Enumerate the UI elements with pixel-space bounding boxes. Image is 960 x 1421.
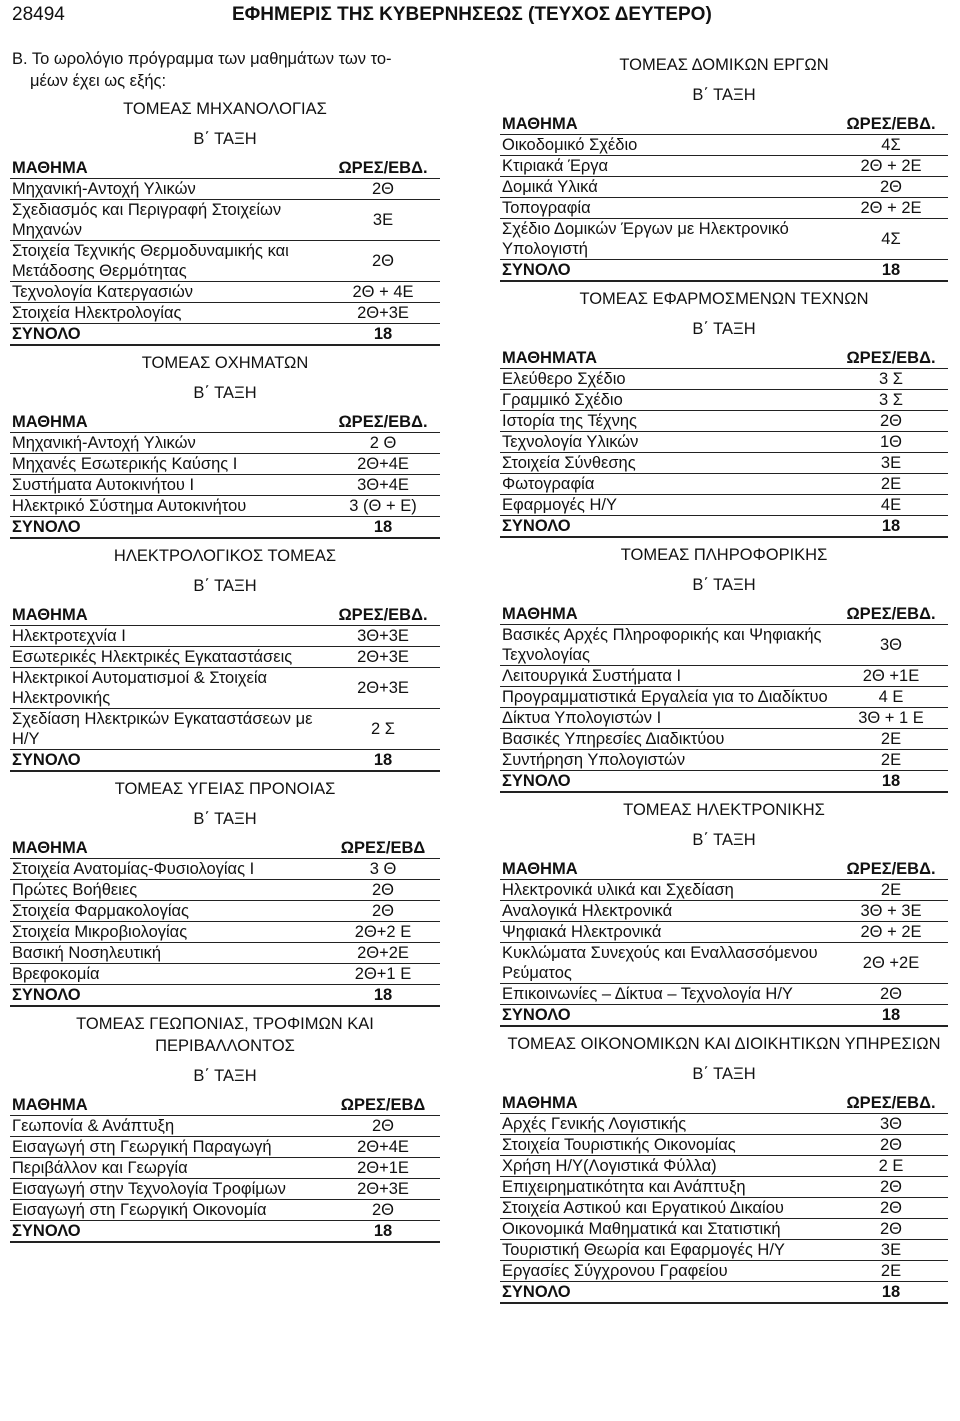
total-value: 18 [834,1005,948,1027]
subject-cell: Στοιχεία Μικροβιολογίας [10,922,326,943]
intro-line-2: μέων έχει ως εξής: [30,72,167,90]
hours-cell: 2Θ [326,1116,440,1137]
subject-cell: Τουριστική Θεωρία και Εφαρμογές Η/Υ [500,1240,834,1261]
table-row [500,177,948,198]
table-row [500,390,948,411]
hours-cell: 2Θ +2Ε [834,943,948,984]
table-row [10,496,440,517]
hours-cell: 1Θ [834,432,948,453]
column-header-hours: ΩΡΕΣ/ΕΒΔ. [326,603,440,626]
column-header-hours: ΩΡΕΣ/ΕΒΔ. [834,1091,948,1114]
column-header-hours: ΩΡΕΣ/ΕΒΔ. [834,112,948,135]
hours-cell: 3Θ + 1 Ε [834,708,948,729]
hours-cell: 2Θ [834,1198,948,1219]
total-label: ΣΥΝΟΛΟ [500,1005,834,1027]
table-row [500,453,948,474]
hours-cell: 2Θ [326,179,440,200]
column-header-subject: ΜΑΘΗΜΑ [10,836,326,859]
hours-cell: 2Θ [326,880,440,901]
hours-cell: 2Θ + 2Ε [834,922,948,943]
sector-class-label: Β΄ ΤΑΞΗ [692,831,756,849]
hours-cell: 3Ε [834,1240,948,1261]
hours-cell: 2Θ+1Ε [326,1158,440,1179]
subject-cell: Λειτουργικά Συστήματα Ι [500,666,834,687]
subject-cell: Σχέδιο Δομικών Έργων με Ηλεκτρονικό Υπολογιστή [500,219,834,260]
hours-cell: 3 Σ [834,369,948,390]
hours-cell: 2Θ +1Ε [834,666,948,687]
table-row [10,433,440,454]
table-row [10,303,440,324]
total-value: 18 [834,771,948,793]
table-row [10,475,440,496]
table-row [10,200,440,241]
subject-cell: Μηχανική-Αντοχή Υλικών [10,433,326,454]
total-value: 18 [326,517,440,539]
table-row [500,474,948,495]
hours-cell: 2Ε [834,729,948,750]
hours-cell: 4 Ε [834,687,948,708]
hours-cell: 2Θ+3Ε [326,647,440,668]
subject-cell: Προγραμματιστικά Εργαλεία για το Διαδίκτυο [500,687,834,708]
hours-table [500,346,948,538]
hours-table [10,836,440,1007]
table-row [500,750,948,771]
table-row [10,454,440,475]
hours-cell: 2Θ [834,1135,948,1156]
hours-table [500,1091,948,1304]
hours-cell: 2Θ [834,984,948,1005]
hours-cell: 2Θ [834,1219,948,1240]
column-header-subject: ΜΑΘΗΜΑ [10,603,326,626]
hours-cell: 2 Σ [326,709,440,750]
sector-block [500,288,948,538]
total-value: 18 [326,750,440,772]
subject-cell: Ψηφιακά Ηλεκτρονικά [500,922,834,943]
hours-cell: 2Ε [834,750,948,771]
column-header-subject: ΜΑΘΗΜΑ [500,857,834,880]
hours-cell: 2Ε [834,880,948,901]
subject-cell: Γραμμικό Σχέδιο [500,390,834,411]
total-row [500,771,948,793]
sector-class-label: Β΄ ΤΑΞΗ [193,130,257,148]
sector-title: ΤΟΜΕΑΣ ΟΧΗΜΑΤΩΝ [141,354,309,372]
subject-cell: Γεωπονία & Ανάπτυξη [10,1116,326,1137]
subject-cell: Εργασίες Σύγχρονου Γραφείου [500,1261,834,1282]
column-header-hours: ΩΡΕΣ/ΕΒΔ. [834,346,948,369]
sector-title: ΤΟΜΕΑΣ ΓΕΩΠΟΝΙΑΣ, ΤΡΟΦΙΜΩΝ ΚΑΙ ΠΕΡΙΒΑΛΛΟΝΤΟΣ [76,1015,374,1055]
subject-cell: Στοιχεία Σύνθεσης [500,453,834,474]
hours-cell: 3 Σ [834,390,948,411]
subject-cell: Τεχνολογία Υλικών [500,432,834,453]
sector-title: ΤΟΜΕΑΣ ΕΦΑΡΜΟΣΜΕΝΩΝ ΤΕΧΝΩΝ [579,290,869,308]
hours-table [10,156,440,346]
subject-cell: Μηχανική-Αντοχή Υλικών [10,179,326,200]
sector-block [500,54,948,282]
hours-cell: 2Θ+2Ε [326,943,440,964]
hours-table [10,410,440,539]
intro-line-1: Β. Το ωρολόγιο πρόγραμμα των μαθημάτων των το- [12,50,392,68]
total-label: ΣΥΝΟΛΟ [10,985,326,1007]
subject-cell: Μηχανές Εσωτερικής Καύσης Ι [10,454,326,475]
table-header-row [10,836,440,859]
hours-table [500,602,948,793]
table-row [10,1200,440,1221]
table-row [10,880,440,901]
subject-cell: Φωτογραφία [500,474,834,495]
subject-cell: Δομικά Υλικά [500,177,834,198]
hours-cell: 2Θ + 2Ε [834,198,948,219]
table-row [10,179,440,200]
total-value: 18 [834,1282,948,1304]
subject-cell: Βασική Νοσηλευτική [10,943,326,964]
table-row [500,1198,948,1219]
total-label: ΣΥΝΟΛΟ [10,324,326,346]
table-row [10,709,440,750]
table-row [500,901,948,922]
subject-cell: Στοιχεία Τεχνικής Θερμοδυναμικής και Μετάδοσης Θερμότητας [10,241,326,282]
sector-title: ΤΟΜΕΑΣ ΟΙΚΟΝΟΜΙΚΩΝ ΚΑΙ ΔΙΟΙΚΗΤΙΚΩΝ ΥΠΗΡΕΣΙΩΝ [507,1035,941,1053]
total-value: 18 [326,324,440,346]
sector-title: ΗΛΕΚΤΡΟΛΟΓΙΚΟΣ ΤΟΜΕΑΣ [113,547,337,565]
subject-cell: Βρεφοκομία [10,964,326,985]
column-header-hours: ΩΡΕΣ/ΕΒΔ. [834,602,948,625]
subject-cell: Συστήματα Αυτοκινήτου Ι [10,475,326,496]
total-value: 18 [326,985,440,1007]
sector-title: ΤΟΜΕΑΣ ΠΛΗΡΟΦΟΡΙΚΗΣ [620,546,828,564]
table-row [500,135,948,156]
column-header-subject: ΜΑΘΗΜΑ [10,156,326,179]
table-row [10,626,440,647]
table-header-row [10,156,440,179]
subject-cell: Στοιχεία Τουριστικής Οικονομίας [500,1135,834,1156]
subject-cell: Οικοδομικό Σχέδιο [500,135,834,156]
subject-cell: Εισαγωγή στην Τεχνολογία Τροφίμων [10,1179,326,1200]
subject-cell: Τεχνολογία Κατεργασιών [10,282,326,303]
table-row [500,369,948,390]
subject-cell: Βασικές Υπηρεσίες Διαδικτύου [500,729,834,750]
table-row [500,198,948,219]
total-value: 18 [326,1221,440,1243]
hours-cell: 2Θ+2 Ε [326,922,440,943]
subject-cell: Κτιριακά Έργα [500,156,834,177]
total-label: ΣΥΝΟΛΟ [500,260,834,282]
hours-cell: 3Θ + 3Ε [834,901,948,922]
subject-cell: Ηλεκτρικοί Αυτοματισμοί & Στοιχεία Ηλεκτρονικής [10,668,326,709]
table-row [10,922,440,943]
table-row [10,943,440,964]
total-row [10,750,440,772]
sector-class-label: Β΄ ΤΑΞΗ [692,1065,756,1083]
subject-cell: Ηλεκτρονικά υλικά και Σχεδίαση [500,880,834,901]
hours-table [500,112,948,282]
subject-cell: Στοιχεία Φαρμακολογίας [10,901,326,922]
hours-cell: 3Ε [326,200,440,241]
total-label: ΣΥΝΟΛΟ [500,516,834,538]
subject-cell: Σχεδιασμός και Περιγραφή Στοιχείων Μηχανών [10,200,326,241]
hours-cell: 2Θ [834,1177,948,1198]
total-label: ΣΥΝΟΛΟ [500,1282,834,1304]
total-label: ΣΥΝΟΛΟ [10,1221,326,1243]
sector-class-label: Β΄ ΤΑΞΗ [193,384,257,402]
hours-cell: 3Θ+3Ε [326,626,440,647]
sector-block [500,544,948,793]
page-number: 28494 [12,4,65,25]
hours-cell: 2Θ [326,901,440,922]
column-header-subject: ΜΑΘΗΜΑΤΑ [500,346,834,369]
table-row [10,1116,440,1137]
table-header-row [10,603,440,626]
table-header-row [10,410,440,433]
column-header-hours: ΩΡΕΣ/ΕΒΔ. [834,857,948,880]
subject-cell: Ηλεκτροτεχνία Ι [10,626,326,647]
table-row [500,687,948,708]
subject-cell: Ηλεκτρικό Σύστημα Αυτοκινήτου [10,496,326,517]
subject-cell: Συντήρηση Υπολογιστών [500,750,834,771]
hours-cell: 2 Ε [834,1156,948,1177]
subject-cell: Επικοινωνίες – Δίκτυα – Τεχνολογία Η/Υ [500,984,834,1005]
table-row [500,729,948,750]
table-row [10,964,440,985]
table-header-row [10,1093,440,1116]
table-row [10,1179,440,1200]
sector-class-label: Β΄ ΤΑΞΗ [193,810,257,828]
total-label: ΣΥΝΟΛΟ [10,517,326,539]
hours-cell: 2Θ+1 Ε [326,964,440,985]
column-header-hours: ΩΡΕΣ/ΕΒΔ [326,1093,440,1116]
table-row [500,984,948,1005]
table-row [10,859,440,880]
sector-block [10,545,440,772]
subject-cell: Αρχές Γενικής Λογιστικής [500,1114,834,1135]
hours-cell: 2Θ [326,1200,440,1221]
table-row [500,1261,948,1282]
sector-class-label: Β΄ ΤΑΞΗ [193,1067,257,1085]
sector-block [10,1013,440,1243]
subject-cell: Οικονομικά Μαθηματικά και Στατιστική [500,1219,834,1240]
total-value: 18 [834,516,948,538]
hours-cell: 2Θ + 2Ε [834,156,948,177]
intro-text [10,48,440,92]
column-header-subject: ΜΑΘΗΜΑ [500,602,834,625]
hours-cell: 2Θ+3Ε [326,303,440,324]
table-row [500,1177,948,1198]
total-row [500,1005,948,1027]
total-row [500,516,948,538]
sector-class-label: Β΄ ΤΑΞΗ [692,576,756,594]
table-row [500,625,948,666]
sector-block [10,778,440,1007]
hours-cell: 4Σ [834,135,948,156]
subject-cell: Σχεδίαση Ηλεκτρικών Εγκαταστάσεων με Η/Υ [10,709,326,750]
left-column [10,48,440,1243]
hours-cell: 4Ε [834,495,948,516]
table-row [500,922,948,943]
sector-title: ΤΟΜΕΑΣ ΥΓΕΙΑΣ ΠΡΟΝΟΙΑΣ [114,780,336,798]
sector-title: ΤΟΜΕΑΣ ΔΟΜΙΚΩΝ ΕΡΓΩΝ [619,56,829,74]
hours-cell: 2Θ [326,241,440,282]
subject-cell: Εσωτερικές Ηλεκτρικές Εγκαταστάσεις [10,647,326,668]
sector-class-label: Β΄ ΤΑΞΗ [692,86,756,104]
column-header-subject: ΜΑΘΗΜΑ [10,1093,326,1116]
sector-block [500,799,948,1027]
sector-class-label: Β΄ ΤΑΞΗ [193,577,257,595]
hours-cell: 2Θ [834,177,948,198]
subject-cell: Επιχειρηματικότητα και Ανάπτυξη [500,1177,834,1198]
subject-cell: Περιβάλλον και Γεωργία [10,1158,326,1179]
subject-cell: Τοπογραφία [500,198,834,219]
table-row [500,943,948,984]
sector-title: ΤΟΜΕΑΣ ΗΛΕΚΤΡΟΝΙΚΗΣ [623,801,825,819]
subject-cell: Κυκλώματα Συνεχούς και Εναλλασσόμενου Ρεύματος [500,943,834,984]
table-row [500,411,948,432]
table-header-row [500,857,948,880]
total-row [10,517,440,539]
table-row [500,495,948,516]
table-header-row [500,1091,948,1114]
hours-cell: 2Θ+4Ε [326,1137,440,1158]
hours-cell: 2Θ + 4Ε [326,282,440,303]
hours-cell: 2 Θ [326,433,440,454]
sector-title: ΤΟΜΕΑΣ ΜΗΧΑΝΟΛΟΓΙΑΣ [123,100,327,118]
hours-cell: 3 (Θ + Ε) [326,496,440,517]
subject-cell: Βασικές Αρχές Πληροφορικής και Ψηφιακής Τεχνολογίας [500,625,834,666]
table-row [10,241,440,282]
table-row [500,708,948,729]
hours-cell: 3Θ [834,625,948,666]
page-header [0,2,960,28]
sector-block [10,352,440,539]
sector-class-label: Β΄ ΤΑΞΗ [692,320,756,338]
table-header-row [500,602,948,625]
table-row [10,668,440,709]
column-header-hours: ΩΡΕΣ/ΕΒΔ. [326,156,440,179]
subject-cell: Αναλογικά Ηλεκτρονικά [500,901,834,922]
total-value: 18 [834,260,948,282]
table-header-row [500,346,948,369]
subject-cell: Χρήση Η/Υ(Λογιστικά Φύλλα) [500,1156,834,1177]
subject-cell: Ιστορία της Τέχνης [500,411,834,432]
column-header-hours: ΩΡΕΣ/ΕΒΔ. [326,410,440,433]
total-label: ΣΥΝΟΛΟ [500,771,834,793]
subject-cell: Στοιχεία Αστικού και Εργατικού Δικαίου [500,1198,834,1219]
column-header-subject: ΜΑΘΗΜΑ [500,112,834,135]
hours-cell: 2Θ+3Ε [326,668,440,709]
subject-cell: Εισαγωγή στη Γεωργική Οικονομία [10,1200,326,1221]
hours-table [10,1093,440,1243]
column-header-hours: ΩΡΕΣ/ΕΒΔ [326,836,440,859]
subject-cell: Στοιχεία Ανατομίας-Φυσιολογίας Ι [10,859,326,880]
hours-cell: 3 Θ [326,859,440,880]
subject-cell: Πρώτες Βοήθειες [10,880,326,901]
hours-cell: 2Θ+4Ε [326,454,440,475]
table-row [500,666,948,687]
table-row [500,432,948,453]
total-row [500,1282,948,1304]
table-row [500,880,948,901]
subject-cell: Στοιχεία Ηλεκτρολογίας [10,303,326,324]
table-row [10,647,440,668]
subject-cell: Εισαγωγή στη Γεωργική Παραγωγή [10,1137,326,1158]
total-row [10,324,440,346]
table-row [500,156,948,177]
subject-cell: Δίκτυα Υπολογιστών Ι [500,708,834,729]
hours-cell: 2Ε [834,474,948,495]
hours-cell: 2Ε [834,1261,948,1282]
table-header-row [500,112,948,135]
table-row [10,1158,440,1179]
table-row [500,1156,948,1177]
hours-table [10,603,440,772]
subject-cell: Ελεύθερο Σχέδιο [500,369,834,390]
column-header-subject: ΜΑΘΗΜΑ [10,410,326,433]
table-row [10,1137,440,1158]
column-header-subject: ΜΑΘΗΜΑ [500,1091,834,1114]
hours-cell: 2Θ+3Ε [326,1179,440,1200]
hours-table [500,857,948,1027]
table-row [500,1114,948,1135]
total-row [10,1221,440,1243]
hours-cell: 3Ε [834,453,948,474]
table-row [500,219,948,260]
subject-cell: Εφαρμογές Η/Υ [500,495,834,516]
table-row [500,1240,948,1261]
hours-cell: 4Σ [834,219,948,260]
table-row [500,1135,948,1156]
hours-cell: 2Θ [834,411,948,432]
table-row [500,1219,948,1240]
total-row [500,260,948,282]
right-column [500,48,948,1304]
table-row [10,282,440,303]
total-label: ΣΥΝΟΛΟ [10,750,326,772]
sector-block [10,98,440,346]
total-row [10,985,440,1007]
sector-block [500,1033,948,1304]
table-row [10,901,440,922]
hours-cell: 3Θ [834,1114,948,1135]
hours-cell: 3Θ+4Ε [326,475,440,496]
gazette-title: ΕΦΗΜΕΡΙΣ ΤΗΣ ΚΥΒΕΡΝΗΣΕΩΣ (ΤΕΥΧΟΣ ΔΕΥΤΕΡΟ) [232,4,712,25]
